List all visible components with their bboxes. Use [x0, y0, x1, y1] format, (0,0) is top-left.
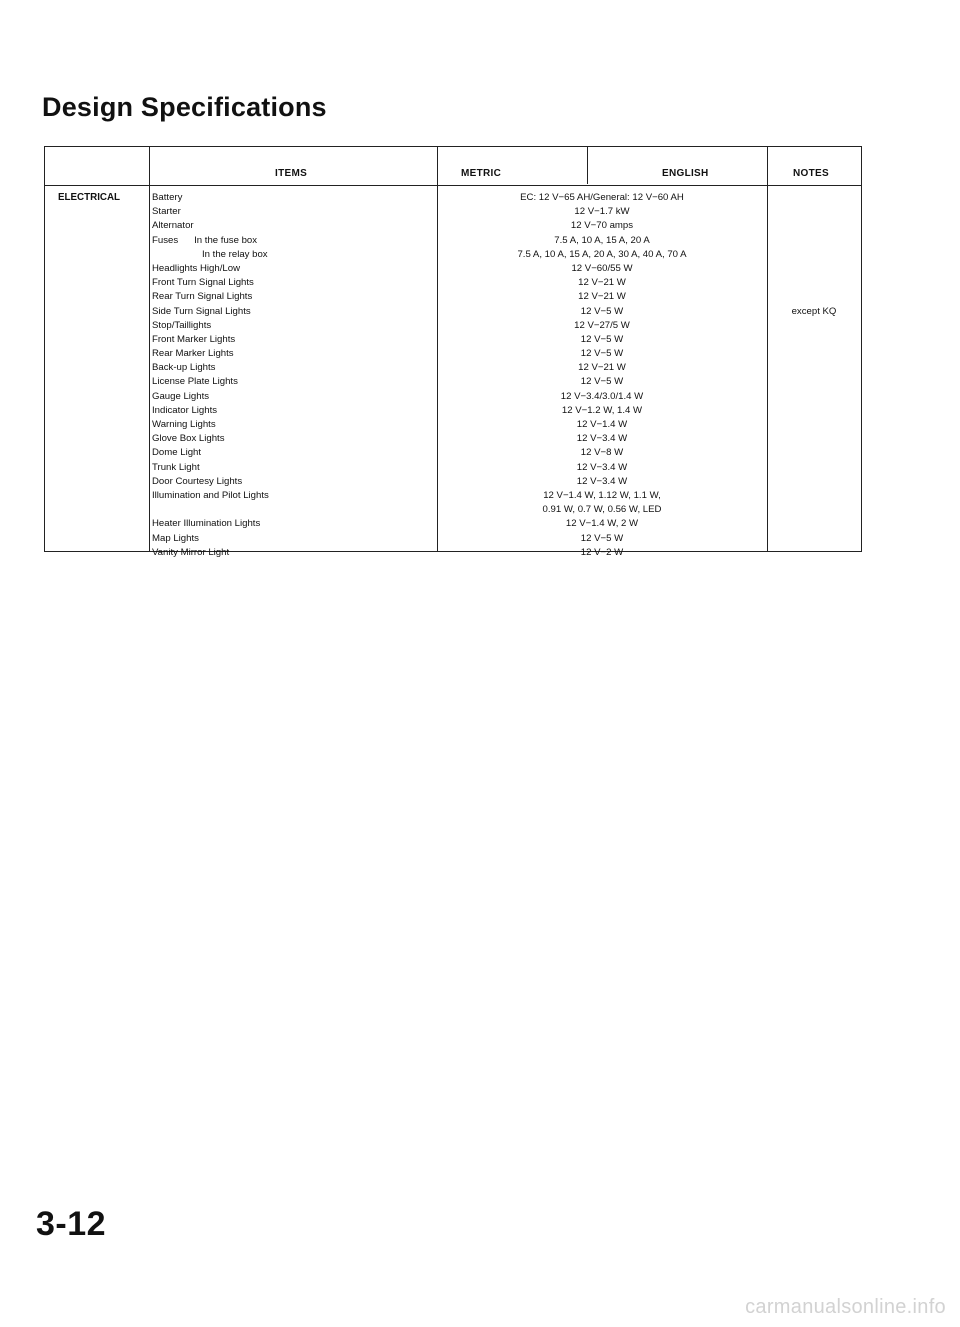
spec-note	[767, 517, 861, 531]
item-label: Front Turn Signal Lights	[152, 277, 254, 289]
table-header	[45, 147, 861, 186]
spec-value: 12 V−27/5 W	[574, 319, 630, 331]
item-label: Side Turn Signal Lights	[152, 305, 251, 317]
page-number: 3-12	[36, 1205, 107, 1243]
category-label: ELECTRICAL	[58, 192, 121, 203]
spec-value: 12 V−8 W	[580, 447, 624, 459]
item-label: In the relay box	[202, 248, 268, 260]
spec-note	[767, 532, 861, 546]
spec-note	[767, 276, 861, 290]
item-label: Front Marker Lights	[152, 333, 236, 345]
spec-value: 12 V−3.4 W	[576, 433, 628, 445]
item-label: Glove Box Lights	[152, 433, 225, 445]
spec-value: 12 V−1.7 kW	[574, 206, 630, 218]
spec-value: 12 V−5 W	[580, 532, 624, 544]
spec-note	[767, 205, 861, 219]
item-label: Heater Illumination Lights	[152, 518, 261, 530]
spec-note	[767, 503, 861, 517]
spec-value: 12 V−21 W	[578, 291, 626, 303]
item-label: Illumination and Pilot Lights	[152, 489, 269, 501]
spec-value: 12 V−21 W	[578, 277, 626, 289]
notes-column	[767, 191, 861, 560]
item-label: Headlights High/Low	[152, 262, 240, 274]
spec-note	[767, 234, 861, 248]
header-notes: NOTES	[793, 168, 829, 179]
item-label: License Plate Lights	[152, 376, 238, 388]
divider-metric-english	[587, 147, 588, 184]
item-label: Stop/Taillights	[152, 319, 212, 331]
spec-value: 12 V−3.4 W	[576, 461, 628, 473]
spec-value: 12 V−21 W	[578, 362, 626, 374]
spec-value: 7.5 A, 10 A, 15 A, 20 A	[554, 234, 650, 246]
spec-value: 12 V−3.4/3.0/1.4 W	[560, 390, 644, 402]
spec-note	[767, 404, 861, 418]
spec-note	[767, 461, 861, 475]
spec-note	[767, 290, 861, 304]
spec-note	[767, 446, 861, 460]
spec-value: 12 V−3.4 W	[576, 475, 628, 487]
spec-note	[767, 219, 861, 233]
item-label: Map Lights	[152, 532, 199, 544]
header-metric: METRIC	[461, 168, 502, 179]
spec-value: 12 V−5 W	[580, 305, 624, 317]
item-label: Rear Marker Lights	[152, 348, 234, 360]
spec-value: 12 V−70 amps	[570, 220, 634, 232]
spec-note	[767, 333, 861, 347]
spec-value: 12 V−60/55 W	[571, 262, 633, 274]
divider-category	[149, 147, 150, 551]
items-column	[152, 191, 269, 560]
header-items: ITEMS	[275, 168, 308, 179]
item-label: Alternator	[152, 220, 194, 232]
spec-note	[767, 347, 861, 361]
item-label: Fuses In the fuse box	[152, 234, 258, 246]
spec-value: 12 V−5 W	[580, 376, 624, 388]
spec-note	[767, 390, 861, 404]
header-english: ENGLISH	[662, 168, 709, 179]
spec-note	[767, 418, 861, 432]
item-label: Battery	[152, 192, 183, 203]
item-label: Gauge Lights	[152, 390, 210, 402]
item-label: Rear Turn Signal Lights	[152, 291, 253, 303]
page-title: Design Specifications	[42, 92, 327, 122]
spec-value: 12 V−5 W	[580, 348, 624, 360]
spec-value: 12 V−1.2 W, 1.4 W	[561, 404, 643, 416]
spec-note	[767, 361, 861, 375]
spec-value: 0.91 W, 0.7 W, 0.56 W, LED	[542, 504, 662, 516]
spec-value: EC: 12 V−65 AH/General: 12 V−60 AH	[520, 192, 684, 203]
spec-note: except KQ	[791, 305, 837, 317]
item-label: Indicator Lights	[152, 404, 218, 416]
item-label: Vanity Mirror Light	[152, 546, 230, 558]
item-label: Back-up Lights	[152, 362, 216, 374]
spec-value: 12 V−5 W	[580, 333, 624, 345]
spec-note	[767, 191, 861, 205]
spec-note	[767, 262, 861, 276]
item-label: Door Courtesy Lights	[152, 475, 243, 487]
spec-note	[767, 546, 861, 560]
spec-note	[767, 248, 861, 262]
spec-value: 12 V−1.4 W, 2 W	[565, 518, 639, 530]
spec-note	[767, 475, 861, 489]
item-label: Dome Light	[152, 447, 202, 459]
spec-value: 12 V−1.4 W	[576, 419, 628, 430]
values-column	[437, 191, 767, 560]
spec-note	[767, 489, 861, 503]
spec-table	[44, 146, 862, 558]
spec-note	[767, 432, 861, 446]
spec-value: 7.5 A, 10 A, 15 A, 20 A, 30 A, 40 A, 70 A	[517, 248, 687, 260]
item-label: Starter	[152, 206, 181, 218]
item-label: Warning Lights	[152, 419, 216, 430]
watermark: carmanualsonline.info	[745, 1296, 946, 1318]
item-label: Trunk Light	[152, 461, 200, 473]
spec-value: 12 V−1.4 W, 1.12 W, 1.1 W,	[543, 489, 661, 501]
spec-note	[767, 319, 861, 333]
spec-value: 12 V−2 W	[580, 546, 624, 558]
item-label	[152, 503, 269, 517]
spec-note	[767, 375, 861, 389]
